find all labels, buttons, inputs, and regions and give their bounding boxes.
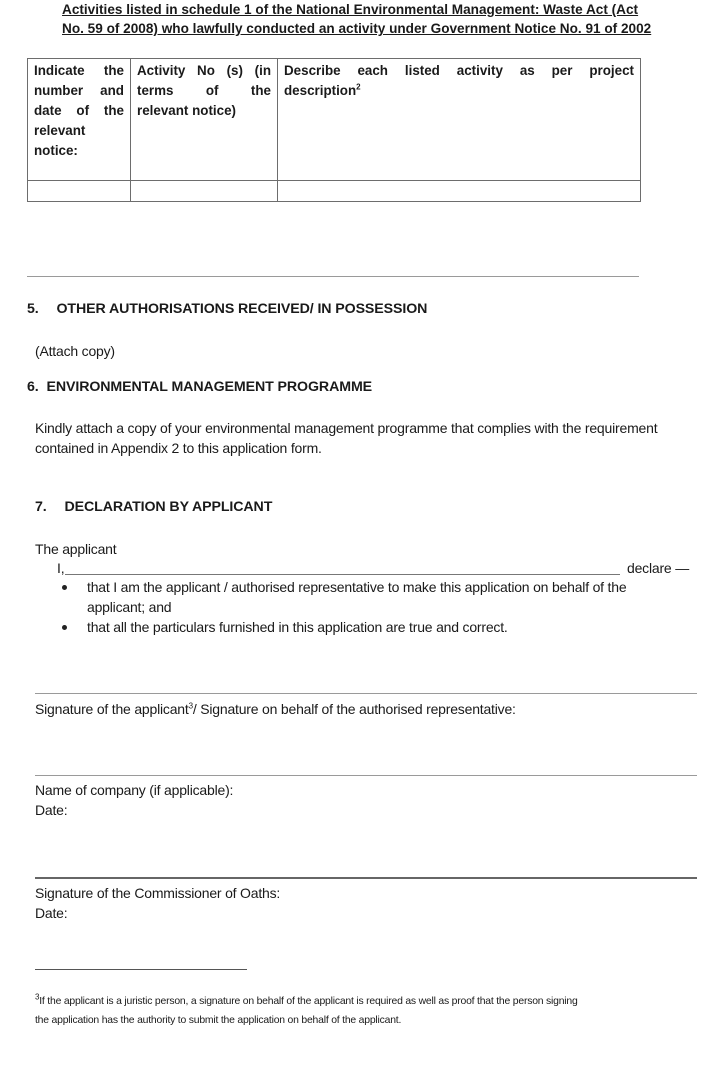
section-5-heading — [27, 301, 427, 317]
header-line-text: description — [284, 83, 357, 98]
attach-copy-note: (Attach copy) — [35, 343, 115, 359]
header-line: Activity No (s) (in — [137, 63, 271, 78]
section-6-number: 6. — [27, 379, 39, 395]
declare-label: declare — — [627, 560, 690, 576]
notice-number-date-header — [28, 59, 131, 181]
footnote-line1 — [35, 992, 578, 1011]
footnote-separator — [35, 969, 247, 970]
emp-line1: Kindly attach a copy of your environmental management programme that complies with the requirement — [35, 420, 658, 436]
bullet-icon — [62, 585, 67, 590]
applicant-signature-label — [35, 699, 516, 719]
activities-heading-line1: Activities listed in schedule 1 of the National Environmental Management: Waste Act (Act — [62, 2, 639, 17]
footnote — [35, 992, 578, 1030]
applicant-intro: The applicant — [35, 541, 117, 557]
header-line: number and — [34, 83, 124, 98]
activity-description-header — [278, 59, 641, 181]
activities-heading — [62, 0, 702, 38]
footnote-line2: the application has the authority to submit the application on behalf of the applicant. — [35, 1015, 402, 1026]
header-line: relevant notice) — [137, 103, 236, 118]
company-name-label: Name of company (if applicable): — [35, 782, 234, 798]
footnote-marker: 2 — [356, 82, 361, 92]
section-7-heading — [35, 499, 272, 515]
date-label: Date: — [35, 905, 68, 921]
commissioner-block — [35, 883, 280, 923]
divider-line — [27, 276, 639, 277]
declarant-name-field[interactable] — [65, 574, 620, 575]
declarant-i-label: I, — [57, 560, 65, 576]
table-cell-notice[interactable] — [28, 181, 131, 202]
table-row — [28, 181, 641, 202]
header-line: Indicate the — [34, 63, 124, 78]
company-block — [35, 780, 233, 820]
header-line — [284, 81, 634, 101]
declaration-bullet-2: that all the particulars furnished in this application are true and correct. — [87, 619, 508, 635]
bullet-1-line1: that I am the applicant / authorised representative to make this application on behalf of the — [87, 579, 627, 595]
emp-line2: contained in Appendix 2 to this application form. — [35, 440, 322, 456]
applicant-signature-line[interactable] — [35, 693, 697, 694]
footnote-marker: 3 — [188, 701, 193, 711]
table-cell-description[interactable] — [278, 181, 641, 202]
applicant-signature-text: Signature of the applicant — [35, 701, 189, 717]
section-5-number: 5. — [27, 301, 39, 317]
commissioner-signature-line[interactable] — [35, 877, 697, 879]
table-header-row — [28, 59, 641, 181]
section-6-heading — [27, 379, 372, 395]
authorised-rep-text: / Signature on behalf of the authorised representative: — [192, 701, 516, 717]
emp-instructions — [35, 418, 657, 458]
header-line: terms of the — [137, 83, 271, 98]
section-6-title: ENVIRONMENTAL MANAGEMENT PROGRAMME — [46, 379, 373, 395]
bullet-icon — [62, 625, 67, 630]
header-line: notice: — [34, 143, 78, 158]
section-5-title: OTHER AUTHORISATIONS RECEIVED/ IN POSSESSION — [56, 301, 428, 317]
section-7-number: 7. — [35, 499, 47, 515]
footnote-marker: 3 — [35, 992, 40, 1002]
commissioner-label: Signature of the Commissioner of Oaths: — [35, 885, 281, 901]
header-line: relevant — [34, 123, 86, 138]
table-cell-activity-no[interactable] — [131, 181, 278, 202]
footnote-text: If the applicant is a juristic person, a signature on behalf of the applicant is required as well as proof that the person signing — [39, 996, 578, 1007]
company-signature-line[interactable] — [35, 775, 697, 776]
date-label: Date: — [35, 802, 68, 818]
activity-number-header — [131, 59, 278, 181]
activities-heading-line2: No. 59 of 2008) who lawfully conducted an activity under Government Notice No. 91 of 2002 — [62, 21, 652, 36]
declaration-bullet-1 — [87, 577, 626, 617]
header-line: date of the — [34, 103, 124, 118]
section-7-title: DECLARATION BY APPLICANT — [64, 499, 273, 515]
activities-table — [27, 58, 641, 202]
header-line: Describe each listed activity as per project — [284, 63, 634, 78]
bullet-1-line2: applicant; and — [87, 599, 172, 615]
